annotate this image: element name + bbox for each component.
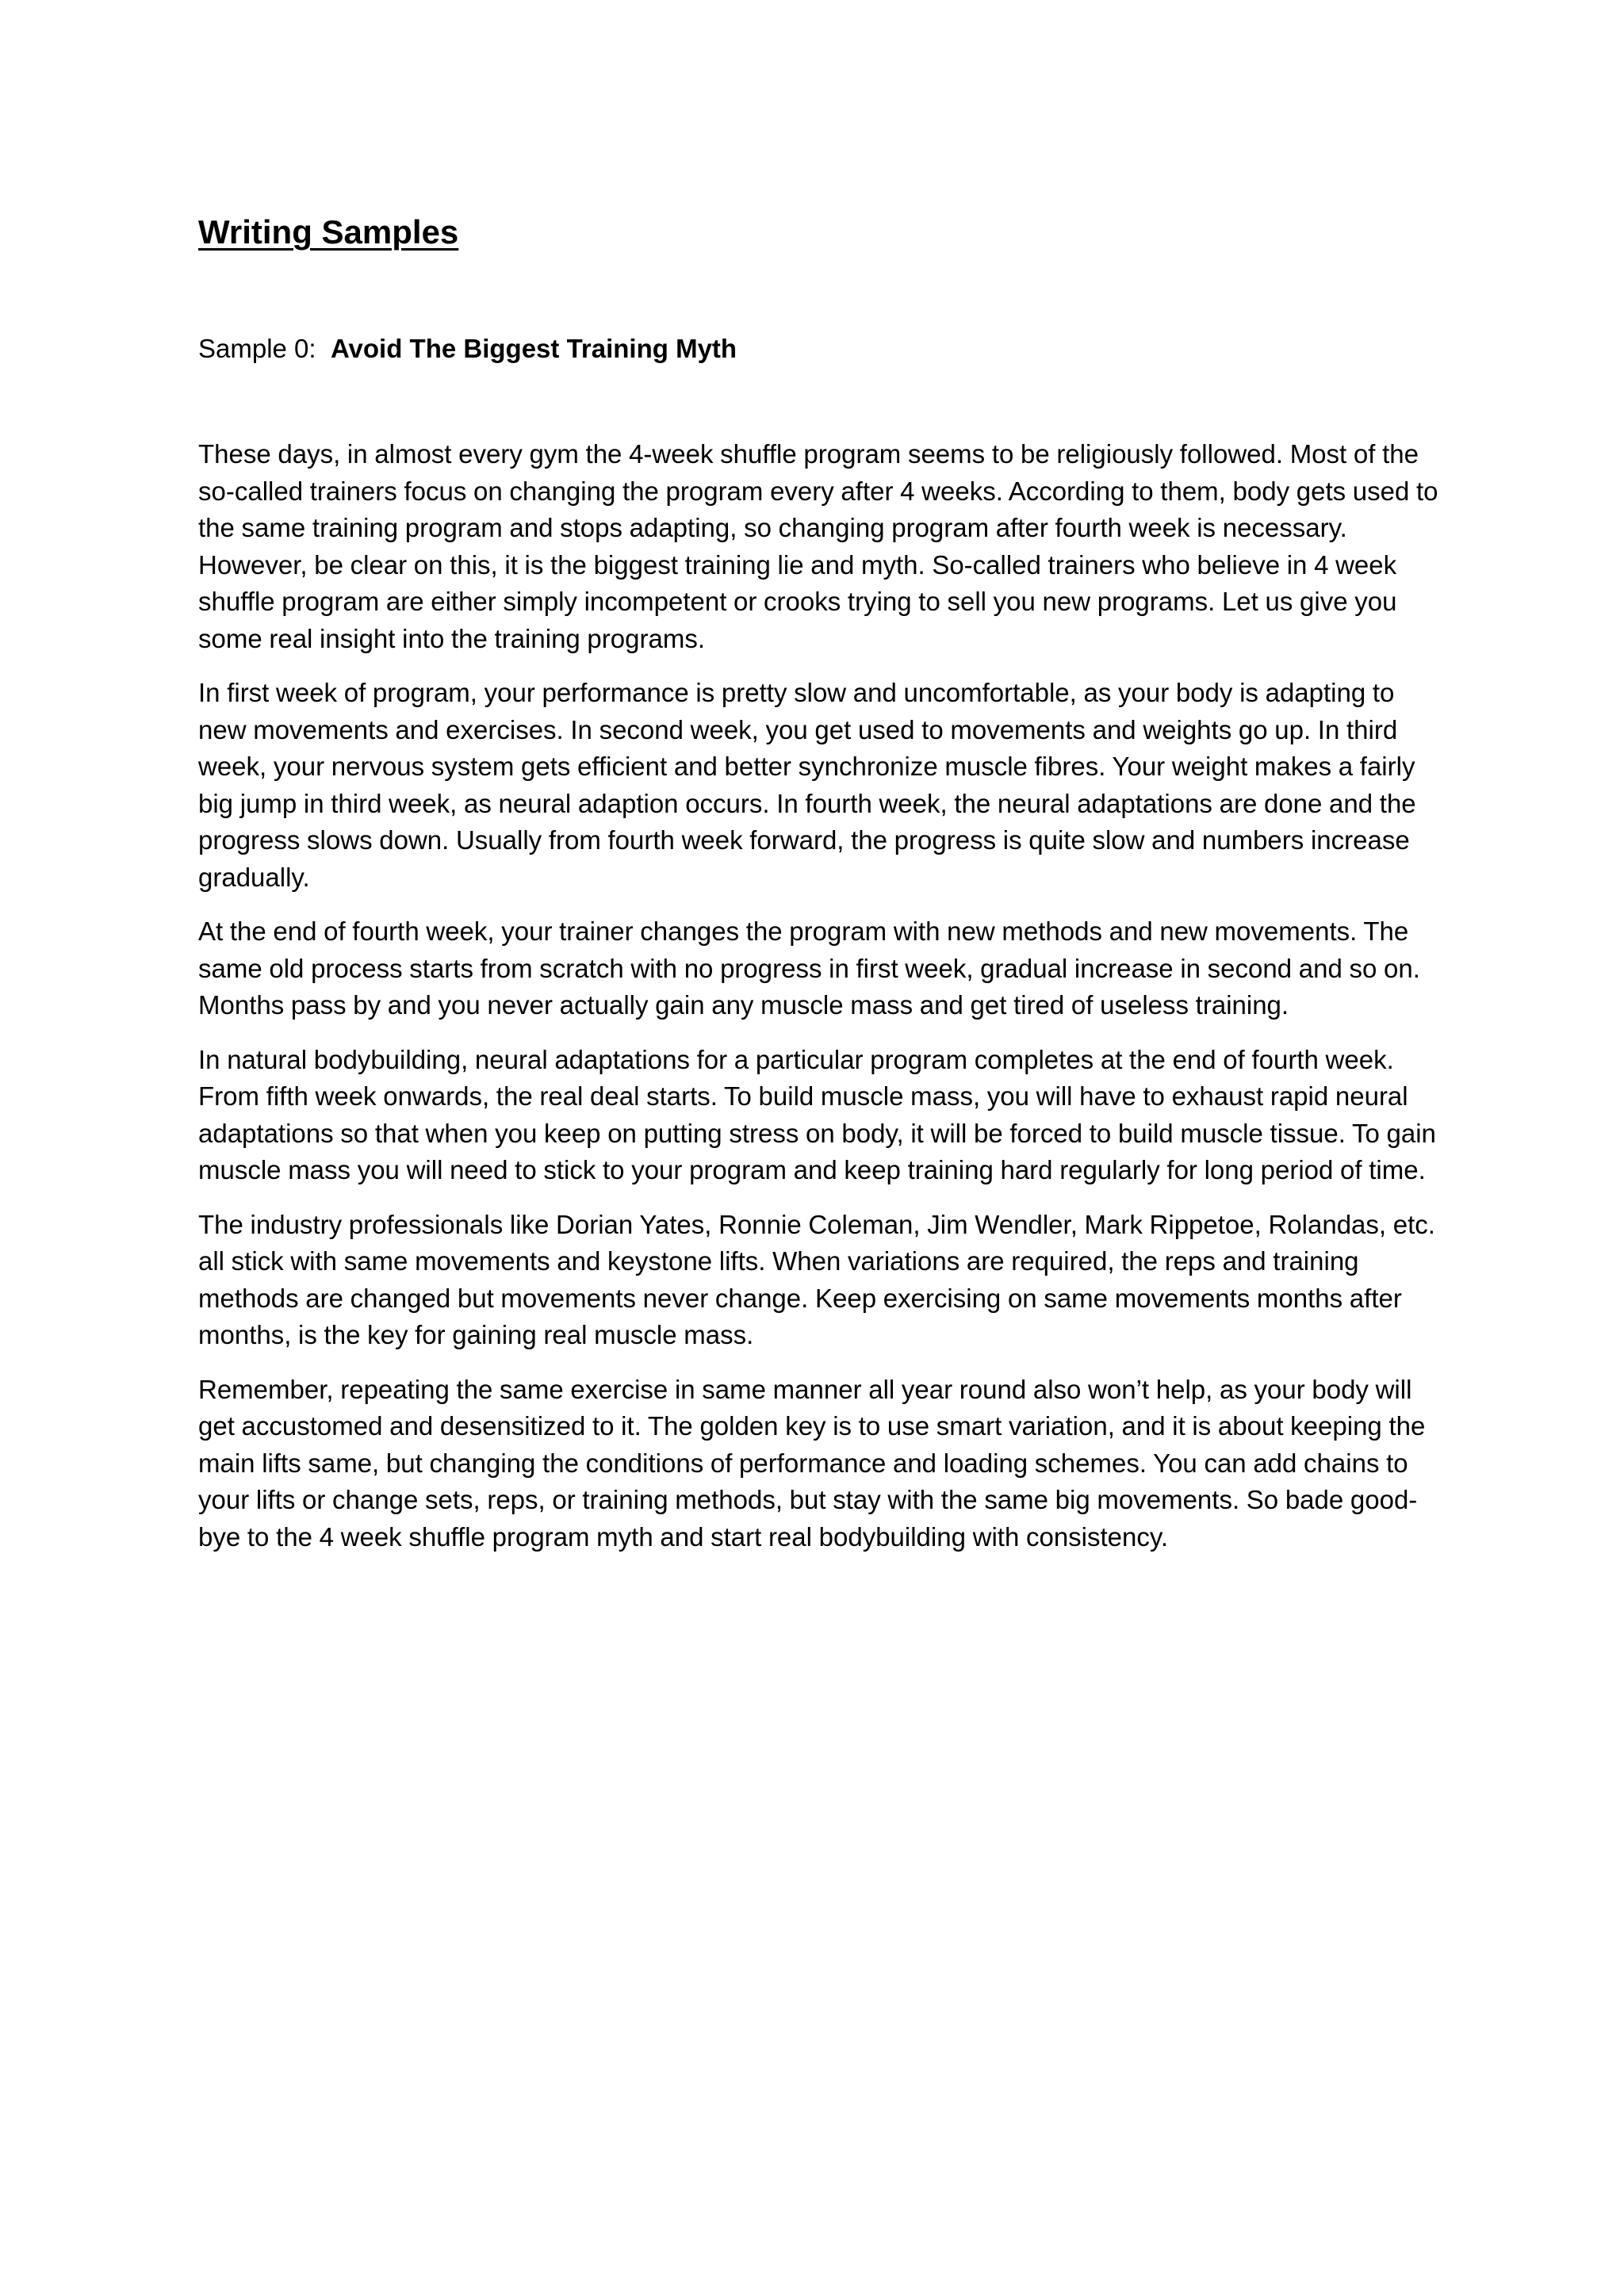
sample-title: Avoid The Biggest Training Myth <box>330 334 737 363</box>
paragraph-6: Remember, repeating the same exercise in same manner all year round also won’t help, as your body will get accustomed and desensitized to it. The golden key is to use smart variation, and it is about keeping the main lifts same, but changing the conditions of performance and loading schemes. You can add chains to your lifts or change sets, reps, or training methods, but stay with the same big movements. So bade good-bye to the 4 week shuffle program myth and start real bodybuilding with consistency. <box>198 1374 1426 1552</box>
article-body <box>198 436 1443 1573</box>
paragraph-4: In natural bodybuilding, neural adaptations for a particular program completes at the end of fourth week. From fifth week onwards, the real deal starts. To build muscle mass, you will have to exhaust rapid neural adaptations so that when you keep on putting stress on body, it will be forced to build muscle tissue. To gain muscle mass you will need to stick to your program and keep training hard regularly for long period of time. <box>198 1044 1436 1184</box>
paragraph-5: The industry professionals like Dorian Yates, Ronnie Coleman, Jim Wendler, Mark Rippetoe, Rolandas, etc. all stick with same movements and keystone lifts. When variations are required, the reps and training methods are changed but movements never change. Keep exercising on same movements months after months, is the key for gaining real muscle mass. <box>198 1209 1435 1349</box>
document-heading: Writing Samples <box>198 213 459 251</box>
paragraph-2: In first week of program, your performance is pretty slow and uncomfortable, as your body is adapting to new movements and exercises. In second week, you get used to movements and weights go up. In third week, your nervous system gets efficient and better synchronize muscle fibres. Your weight makes a fairly big jump in third week, as neural adaption occurs. In fourth week, the neural adaptations are done and the progress slows down. Usually from fourth week forward, the progress is quite slow and numbers increase gradually. <box>198 678 1416 892</box>
sample-label: Sample 0: <box>198 334 316 363</box>
paragraph-3: At the end of fourth week, your trainer changes the program with new methods and new movements. The same old process starts from scratch with no progress in first week, gradual increase in second and so on. Months pass by and you never actually gain any muscle mass and get tired of useless training. <box>198 916 1420 1020</box>
sample-header <box>198 331 737 367</box>
paragraph-1: These days, in almost every gym the 4-week shuffle program seems to be religiously followed. Most of the so-called trainers focus on changing the program every after 4 weeks. According to them, body gets used to the same training program and stops adapting, so changing program after fourth week is necessary. However, be clear on this, it is the biggest training lie and myth. So-called trainers who believe in 4 week shuffle program are either simply incompetent or crooks trying to sell you new programs. Let us give you some real insight into the training programs. <box>198 439 1438 653</box>
